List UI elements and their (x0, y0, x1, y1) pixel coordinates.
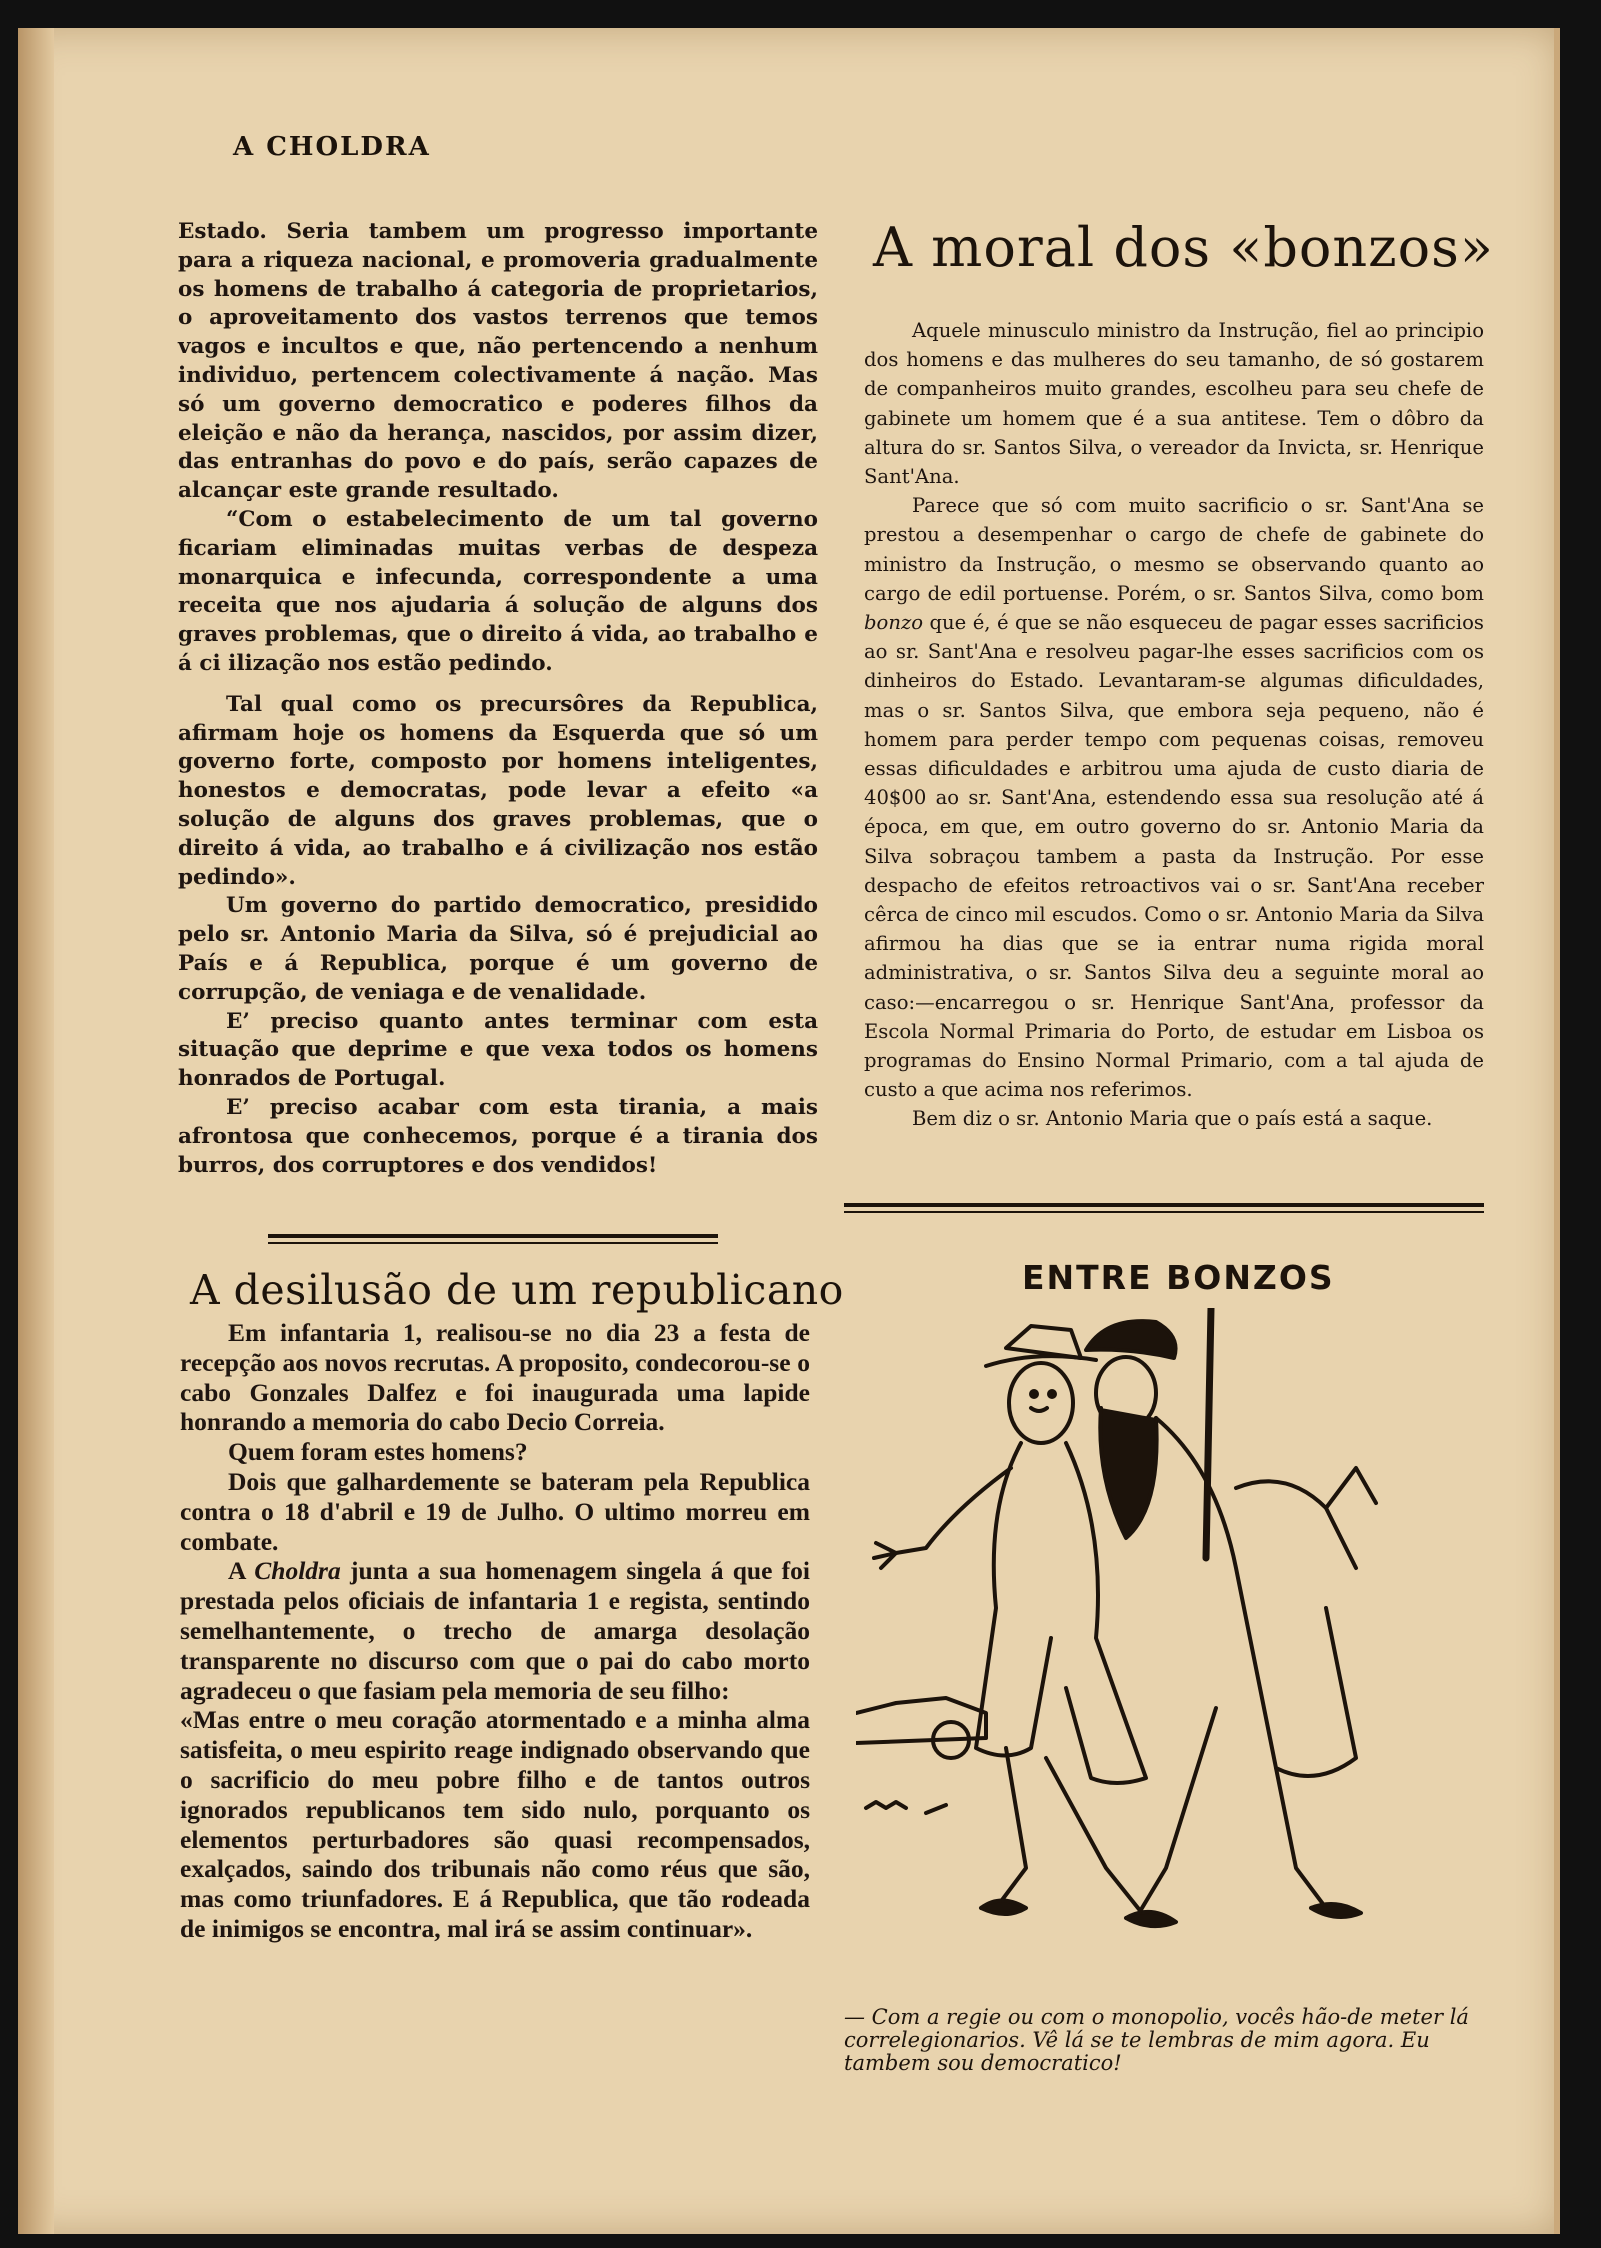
left-paragraph: Estado. Seria tambem um progresso importante para a riqueza nacional, e promoveria gradualmente os homens de trabalho á categoria de proprietarios, o aproveitamento dos vastos terrenos que temos vagos e incultos e que, não pertencendo a nenhum individuo, pertencem colectivamente á nação. Mas só um governo democratico e poderes filhos da eleição e não da herança, nascidos, por assim dizer, das entranhas do povo e do país, serão capazes de alcançar este grande resultado. (178, 219, 818, 504)
bonzos-paragraph (864, 491, 1484, 1104)
bonzos-paragraph: Aquele minusculo ministro da Instrução, fiel ao principio dos homens e das mulheres do seu tamanho, de só gostarem de companheiros muito grandes, escolheu para seu chefe de gabinete um homem que é a sua antitese. Tem o dôbro da altura do sr. Santos Silva, o vereador da Invicta, sr. Henrique Sant'Ana. (864, 319, 1484, 489)
text-span: junta a sua homenagem singela á que foi prestada pelos oficiais de infantaria 1 e regista, sentindo semelhantemente, o trecho de amarga desolação transparente no discurso com que o pai do cabo morto agradeceu o que fasiam pela memoria de seu filho: (180, 1556, 810, 1705)
right-divider-thin (844, 1211, 1484, 1213)
cartoon-caption: — Com a regie ou com o monopolio, vocês hão-de meter lá correlegionarios. Vê lá se te lembras de mim agora. Eu tambem sou democratico! (844, 2005, 1469, 2075)
left-paragraph: E’ preciso acabar com esta tirania, a mais afrontosa que conhecemos, porque é a tirania dos burros, dos corruptores e dos vendidos! (178, 1094, 818, 1178)
section-divider-thin (268, 1242, 718, 1244)
running-title: A CHOLDRA (233, 132, 431, 162)
bonzos-paragraph: Bem diz o sr. Antonio Maria que o país está a saque. (912, 1107, 1433, 1131)
left-article (178, 218, 818, 1180)
text-span: que é, é que se não esqueceu de pagar esses sacrificios ao sr. Sant'Ana e resolveu pagar-lhe esses sacrificios com os dinheiros do Estado. Levantaram-se algumas dificuldades, mas o sr. Santos Silva, que embora seja pequeno, não é homem para perder tempo com pequenas coisas, removeu essas dificuldades e arbitrou uma ajuda de custo diaria de 40$00 ao sr. Sant'Ana, estendendo essa sua resolução até á época, em que, em outro governo do sr. Antonio Maria da Silva sobraçou tambem a pasta da Instrução. Por esse despacho de efeitos retroactivos vai o sr. Sant'Ana receber cêrca de cinco mil escudos. Como o sr. Antonio Maria da Silva afirmou ha dias que se ia entrar numa rigida moral administrativa, o sr. Santos Silva deu a seguinte moral ao caso:—encarregou o sr. Henrique Sant'Ana, professor da Escola Normal Primaria do Porto, de estudar em Lisboa os programas do Ensino Normal Primario, com a tal ajuda de custo a que acima nos referimos. (864, 611, 1484, 1102)
cartoon-title: ENTRE BONZOS (1022, 1258, 1335, 1297)
newspaper-page (18, 28, 1560, 2234)
article-title-bonzos: A moral dos «bonzos» (873, 216, 1494, 279)
text-span: A (228, 1556, 246, 1586)
left-paragraph: “Com o estabelecimento de um tal governo ficariam eliminadas muitas verbas de despeza monarquica e infecunda, correspondente a uma receita que nos ajudaria á solução de alguns dos graves problemas, que o direito á vida, ao trabalho e á ci ilização nos estão pedindo. (178, 506, 818, 676)
bonzo-italic: bonzo (864, 611, 924, 635)
right-article (864, 316, 1484, 1134)
hat-shape (1006, 1326, 1081, 1358)
desilusao-paragraph (180, 1556, 810, 1705)
right-divider (844, 1203, 1484, 1207)
section-divider (268, 1234, 718, 1238)
desilusao-paragraph: Dois que galhardemente se bateram pela Republica contra o 18 d'abril e 19 de Julho. O ultimo morreu em combate. (180, 1466, 810, 1556)
left-article-2 (180, 1318, 810, 1944)
page-edge (1554, 28, 1560, 2234)
desilusao-paragraph: Em infantaria 1, realisou-se no dia 23 a festa de recepção aos novos recrutas. A proposito, condecorou-se o cabo Gonzales Dalfez e foi inaugurada uma lapide honrando a memoria do cabo Decio Correia. (180, 1318, 810, 1437)
choldra-italic: Choldra (254, 1556, 341, 1586)
desilusao-quote: «Mas entre o meu coração atormentado e a minha alma satisfeita, o meu espirito reage indignado observando que o sacrificio do meu pobre filho e de tantos outros ignorados republicanos tem sido nulo, porquanto os elementos perturbadores são quasi recompensados, exalçados, saindo dos tribunais não como réus que são, mas como triunfadores. E á Republica, que tão rodeada de inimigos se encontra, mal irá se assim continuar». (180, 1705, 810, 1943)
left-paragraph: Tal qual como os precursôres da Republica, afirmam hoje os homens da Esquerda que só um governo forte, composto por homens inteligentes, honestos e democratas, pode levar a efeito «a solução de alguns dos graves problemas, que o direito á vida, ao trabalho e á civilização nos estão pedindo». (178, 691, 818, 890)
left-paragraph: Um governo do partido democratico, presidido pelo sr. Antonio Maria da Silva, só é prejudicial ao País e á Republica, porque é um governo de corrupção, de veniaga e de venalidade. (178, 893, 818, 1005)
article-title-desilusao: A desilusão de um republicano (190, 1266, 844, 1314)
text-span: Parece que só com muito sacrificio o sr. Sant'Ana se prestou a desempenhar o cargo de chefe de gabinete do ministro da Instrução, o mesmo se observando quanto ao cargo de edil portuense. Porém, o sr. Santos Silva, como bom (864, 494, 1484, 605)
page-spine (18, 28, 54, 2234)
cartoon-illustration (856, 1308, 1476, 1988)
left-paragraph: E’ preciso quanto antes terminar com esta situação que deprime e que vexa todos os homens honrados de Portugal. (178, 1008, 818, 1092)
desilusao-paragraph: Quem foram estes homens? (228, 1437, 528, 1467)
